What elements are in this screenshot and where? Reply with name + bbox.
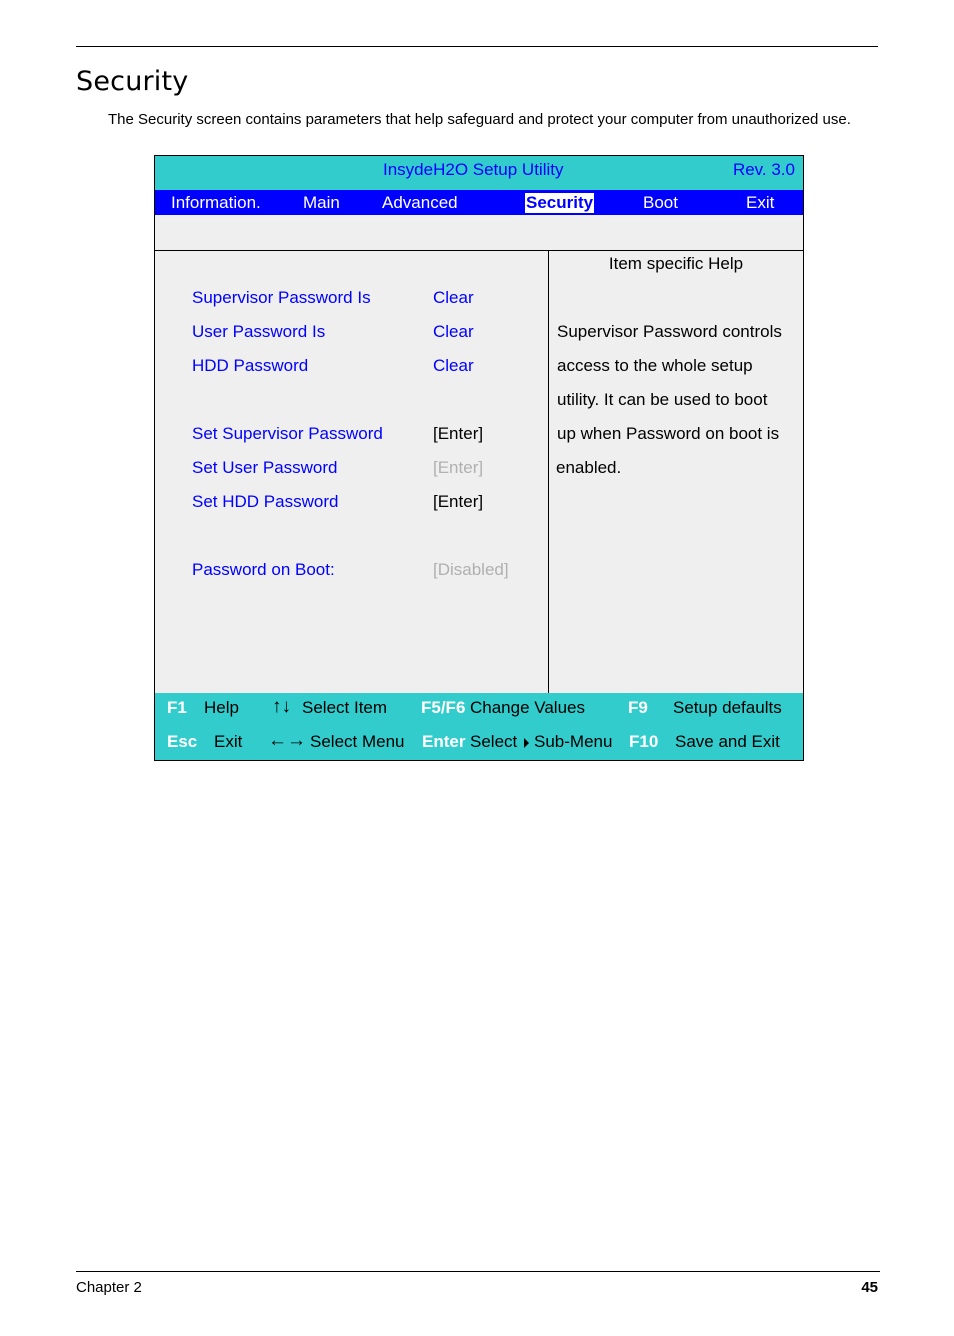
- supervisor-password-is-value: Clear: [433, 288, 474, 307]
- set-hdd-password-label[interactable]: Set HDD Password: [192, 492, 339, 511]
- menu-security[interactable]: Security: [526, 193, 594, 212]
- f5f6-key: F5/F6: [421, 698, 466, 717]
- page-title: Security: [76, 66, 189, 97]
- password-on-boot-value: [Disabled]: [433, 560, 509, 579]
- help-line: up when Password on boot is: [557, 424, 780, 443]
- footer-rule: [76, 1271, 880, 1272]
- menu-boot[interactable]: Boot: [643, 193, 678, 212]
- bios-title-bar: [155, 156, 803, 190]
- f1-text: Help: [204, 698, 239, 717]
- help-title: Item specific Help: [608, 254, 744, 273]
- help-line: access to the whole setup: [557, 356, 753, 375]
- password-on-boot-label[interactable]: Password on Boot:: [192, 560, 335, 579]
- f9-key: F9: [628, 698, 648, 717]
- f9-text: Setup defaults: [673, 698, 782, 717]
- f1-key: F1: [167, 698, 187, 717]
- help-line: utility. It can be used to boot: [557, 390, 768, 409]
- bios-spacer: [155, 215, 803, 251]
- footer-chapter: Chapter 2: [76, 1279, 142, 1296]
- f10-key: F10: [629, 732, 659, 751]
- set-hdd-password-value[interactable]: [Enter]: [433, 492, 484, 511]
- f10-text: Save and Exit: [675, 732, 780, 751]
- user-password-is-label: User Password Is: [192, 322, 326, 341]
- menu-advanced[interactable]: Advanced: [382, 193, 458, 212]
- bios-screen: [154, 155, 804, 761]
- esc-key: Esc: [167, 732, 198, 751]
- set-user-password-value: [Enter]: [433, 458, 484, 477]
- set-user-password-label[interactable]: Set User Password: [192, 458, 338, 477]
- bios-key-legend: [155, 693, 803, 760]
- menu-main[interactable]: Main: [303, 193, 340, 212]
- updown-text: Select Item: [302, 698, 388, 717]
- menu-exit[interactable]: Exit: [746, 193, 775, 212]
- set-supervisor-password-label[interactable]: Set Supervisor Password: [192, 424, 383, 443]
- enter-key: Enter: [422, 732, 466, 751]
- f5f6-text: Change Values: [470, 698, 585, 717]
- bios-menu-bar: [155, 190, 803, 215]
- hdd-password-value: Clear: [433, 356, 474, 375]
- submenu-triangle-icon: [524, 738, 529, 748]
- supervisor-password-is-label: Supervisor Password Is: [192, 288, 371, 307]
- user-password-is-value: Clear: [433, 322, 474, 341]
- top-rule: [76, 46, 878, 47]
- help-line: enabled.: [556, 458, 622, 477]
- help-line: Supervisor Password controls: [557, 322, 782, 341]
- hdd-password-label: HDD Password: [192, 356, 309, 375]
- leftright-text: Select Menu: [310, 732, 405, 751]
- up-down-arrows-icon: ↑↓: [272, 696, 291, 717]
- menu-information[interactable]: Information.: [171, 193, 261, 212]
- panel-divider: [548, 251, 549, 693]
- left-right-arrows-icon: ←→: [268, 730, 306, 751]
- enter-text: Select: [470, 732, 518, 751]
- set-supervisor-password-value[interactable]: [Enter]: [433, 424, 484, 443]
- revision-label: Rev. 3.0: [732, 160, 795, 179]
- utility-name: InsydeH2O Setup Utility: [383, 160, 564, 179]
- intro-paragraph: The Security screen contains parameters that help safeguard and protect your computer from unauthorized use.: [108, 111, 851, 128]
- submenu-text: Sub-Menu: [534, 732, 613, 751]
- esc-text: Exit: [214, 732, 243, 751]
- footer-page-number: 45: [861, 1279, 878, 1296]
